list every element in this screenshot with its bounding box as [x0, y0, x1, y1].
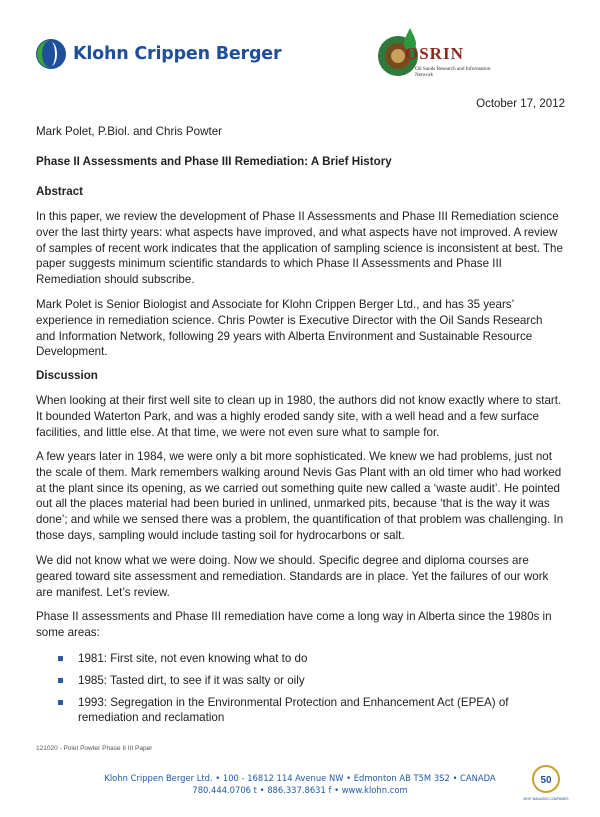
document-title: Phase II Assessments and Phase III Remediation: A Brief History [36, 155, 392, 168]
discussion-paragraph-2: A few years later in 1984, we were only a bit more sophisticated. We knew we had problems, just not the scale of them. Mark remembers walking around Nevis Gas Plant with an old timer who had worked at the plant since its opening, as we carried out something quite new called a ‘waste audit’. He pointed out all the places material had been buried in unlined, unmarked pits, because ‘that is the way it was done’; and while we sensed there was a problem, the quantification of that problem was challenging. In those days, sampling would include tasting soil for hydrocarbons or salt. [36, 450, 564, 542]
partner-logo-subtitle: Oil Sands Research and Information Network [415, 66, 491, 78]
kcb-logo-icon [35, 38, 67, 70]
best-managed-badge-icon [523, 762, 569, 804]
list-item-text: 1981: First site, not even knowing what to do [78, 652, 308, 665]
discussion-paragraph-1: When looking at their first well site to clean up in 1980, the authors did not know exactly where to start. It bounded Waterton Park, and was a highly eroded sandy site, with a well head and a few surface facilities, and little else. At that time, we were not even sure what to sample for. [36, 394, 562, 439]
list-item [58, 695, 558, 727]
list-item [58, 673, 558, 689]
document-date: October 17, 2012 [476, 98, 565, 110]
authors: Mark Polet, P.Biol. and Chris Powter [36, 125, 223, 138]
company-logo [35, 38, 281, 70]
footer-address: Klohn Crippen Berger Ltd. • 100 - 16812 114 Avenue NW • Edmonton AB T5M 3S2 • CANADA [104, 773, 496, 783]
abstract-paragraph: In this paper, we review the development of Phase II Assessments and Phase III Remediation science over the last thirty years: what aspects have improved, and what aspects have not improved. A review of samples of recent work indicates that the application of sampling science is inconsistent at best. The paper suggests minimum scientific standards to which Phase II Assessments and Phase III Remediation should subscribe. [36, 210, 563, 287]
timeline-list [58, 651, 558, 726]
discussion-paragraph-3: We did not know what we were doing. Now we should. Specific degree and diploma courses are geared toward site assessment and remediation. Standards are in place. Yet the failures of our work are manifest. Let’s review. [36, 554, 549, 599]
badge-text: BEST MANAGED COMPANIES [523, 797, 569, 801]
partner-logo-text: OSRIN [405, 44, 464, 63]
bullet-square-icon [58, 700, 63, 705]
discussion-paragraph-4: Phase II assessments and Phase III remediation have come a long way in Alberta since the 1980s in some areas: [36, 610, 552, 639]
discussion-heading: Discussion [36, 369, 98, 382]
list-item [58, 651, 558, 667]
bullet-square-icon [58, 678, 63, 683]
bullet-square-icon [58, 656, 63, 661]
footer-contact: 780.444.0706 t • 886.337.8631 f • www.klohn.com [192, 785, 408, 795]
badge-number: 50 [540, 775, 552, 786]
list-item-text: 1993: Segregation in the Environmental Protection and Enhancement Act (EPEA) of remediation and reclamation [78, 695, 509, 725]
list-item-text: 1985: Tasted dirt, to see if it was salty or oily [78, 673, 305, 687]
page-footer [0, 772, 600, 796]
company-logo-text: Klohn Crippen Berger [73, 44, 282, 64]
author-bio-paragraph: Mark Polet is Senior Biologist and Associate for Klohn Crippen Berger Ltd., and has 35 years’ experience in remediation science. Chris Powter is Executive Director with the Oil Sands Research and Information Network, following 29 years with Alberta Environment and Sustainable Resource Development. [36, 298, 543, 359]
abstract-heading: Abstract [36, 185, 84, 198]
file-reference: 121020 - Polet Powter Phase II III Paper [36, 745, 153, 752]
